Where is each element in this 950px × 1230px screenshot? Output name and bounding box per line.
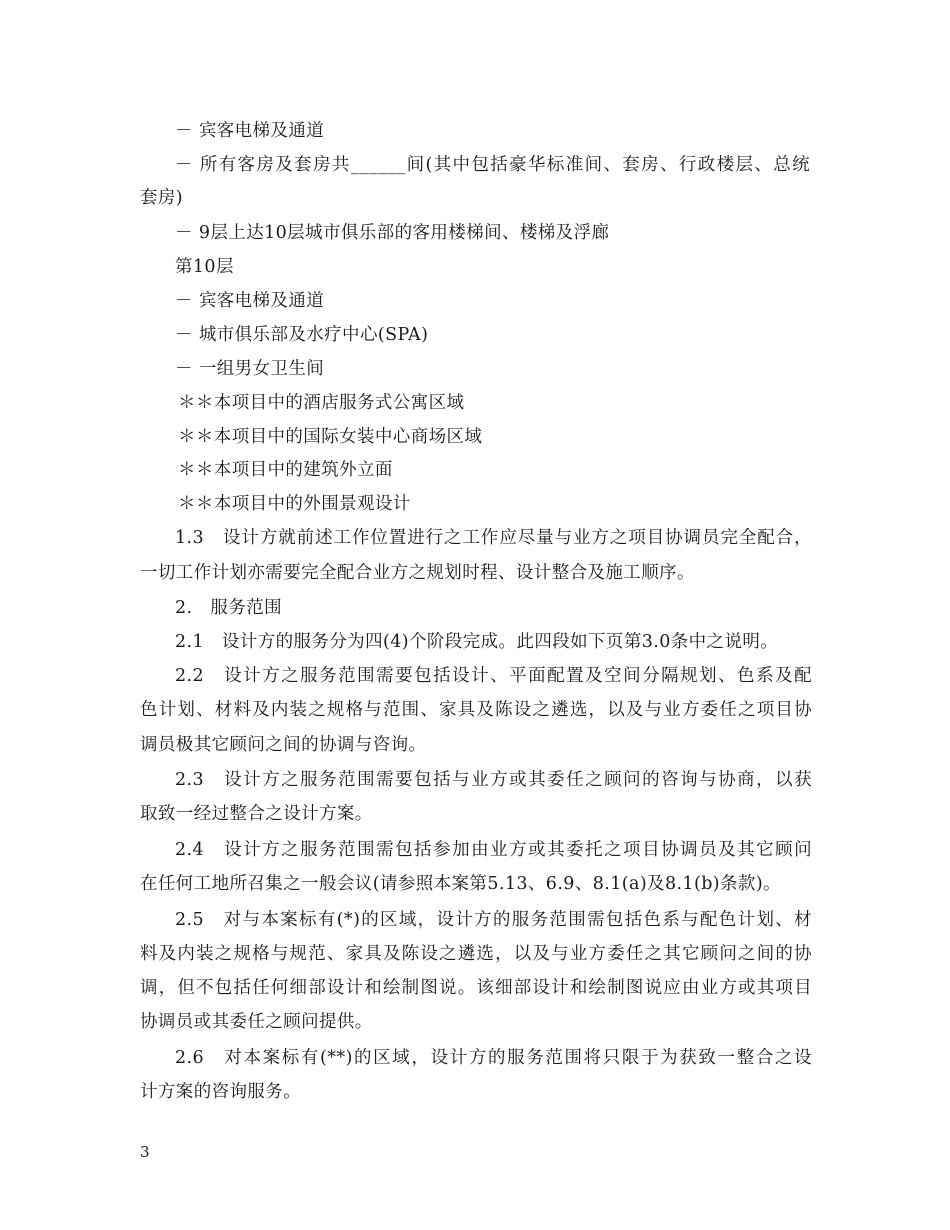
text-line: － 宾客电梯及通道: [175, 291, 325, 311]
text-line: 计方案的咨询服务。: [140, 1082, 302, 1102]
text-line: ＊＊本项目中的酒店服务式公寓区域: [178, 393, 465, 413]
text-line: 协调员或其委任之顾问提供。: [140, 1012, 373, 1032]
text-line: 套房): [140, 188, 184, 208]
section-heading: 第10层: [175, 257, 234, 277]
text-line: － 城市俱乐部及水疗中心(SPA): [175, 325, 429, 345]
text-line: 1.3 设计方就前述工作位置进行之工作应尽量与业方之项目协调员完全配合，: [175, 528, 812, 548]
text-line: 取致一经过整合之设计方案。: [140, 804, 373, 824]
text-line: 2.6 对本案标有(**)的区域，设计方的服务范围将只限于为获致一整合之设: [175, 1048, 812, 1068]
text-line: 2.3 设计方之服务范围需要包括与业方或其委任之顾问的咨询与协商，以获: [175, 770, 812, 790]
text-line: 2.1 设计方的服务分为四(4)个阶段完成。此四段如下页第3.0条中之说明。: [175, 632, 779, 652]
text-line: － 所有客房及套房共______间(其中包括豪华标准间、套房、行政楼层、总统: [175, 155, 810, 175]
text-line: ＊＊本项目中的国际女装中心商场区域: [178, 427, 483, 447]
page-number: 3: [140, 1143, 150, 1161]
text-line: － 宾客电梯及通道: [175, 121, 325, 141]
text-line: ＊＊本项目中的外围景观设计: [178, 494, 411, 514]
text-line: 一切工作计划亦需要完全配合业方之规划时程、设计整合及施工顺序。: [140, 563, 695, 583]
text-line: 2.5 对与本案标有(*)的区域，设计方的服务范围需包括色系与配色计划、材: [175, 910, 812, 930]
text-line: 在任何工地所召集之一般会议(请参照本案第5.13、6.9、8.1(a)及8.1(b)条款)。: [140, 874, 781, 894]
text-line: 色计划、材料及内装之规格与范围、家具及陈设之遴选，以及与业方委任之项目协: [140, 700, 812, 720]
text-line: 2.4 设计方之服务范围需包括参加由业方或其委托之项目协调员及其它顾问: [175, 840, 812, 860]
text-line: 2.2 设计方之服务范围需要包括设计、平面配置及空间分隔规划、色系及配: [175, 666, 812, 686]
section-heading: 2. 服务范围: [175, 598, 282, 618]
text-line: ＊＊本项目中的建筑外立面: [178, 460, 393, 480]
text-line: 料及内装之规格与规范、家具及陈设之遴选，以及与业方委任之其它顾问之间的协: [140, 944, 812, 964]
text-line: － 一组男女卫生间: [175, 359, 325, 379]
text-line: 调员极其它顾问之间的协调与咨询。: [140, 735, 427, 755]
text-line: 调，但不包括任何细部设计和绘制图说。该细部设计和绘制图说应由业方或其项目: [140, 978, 812, 998]
text-line: － 9层上达10层城市俱乐部的客用楼梯间、楼梯及浮廊: [175, 223, 610, 243]
